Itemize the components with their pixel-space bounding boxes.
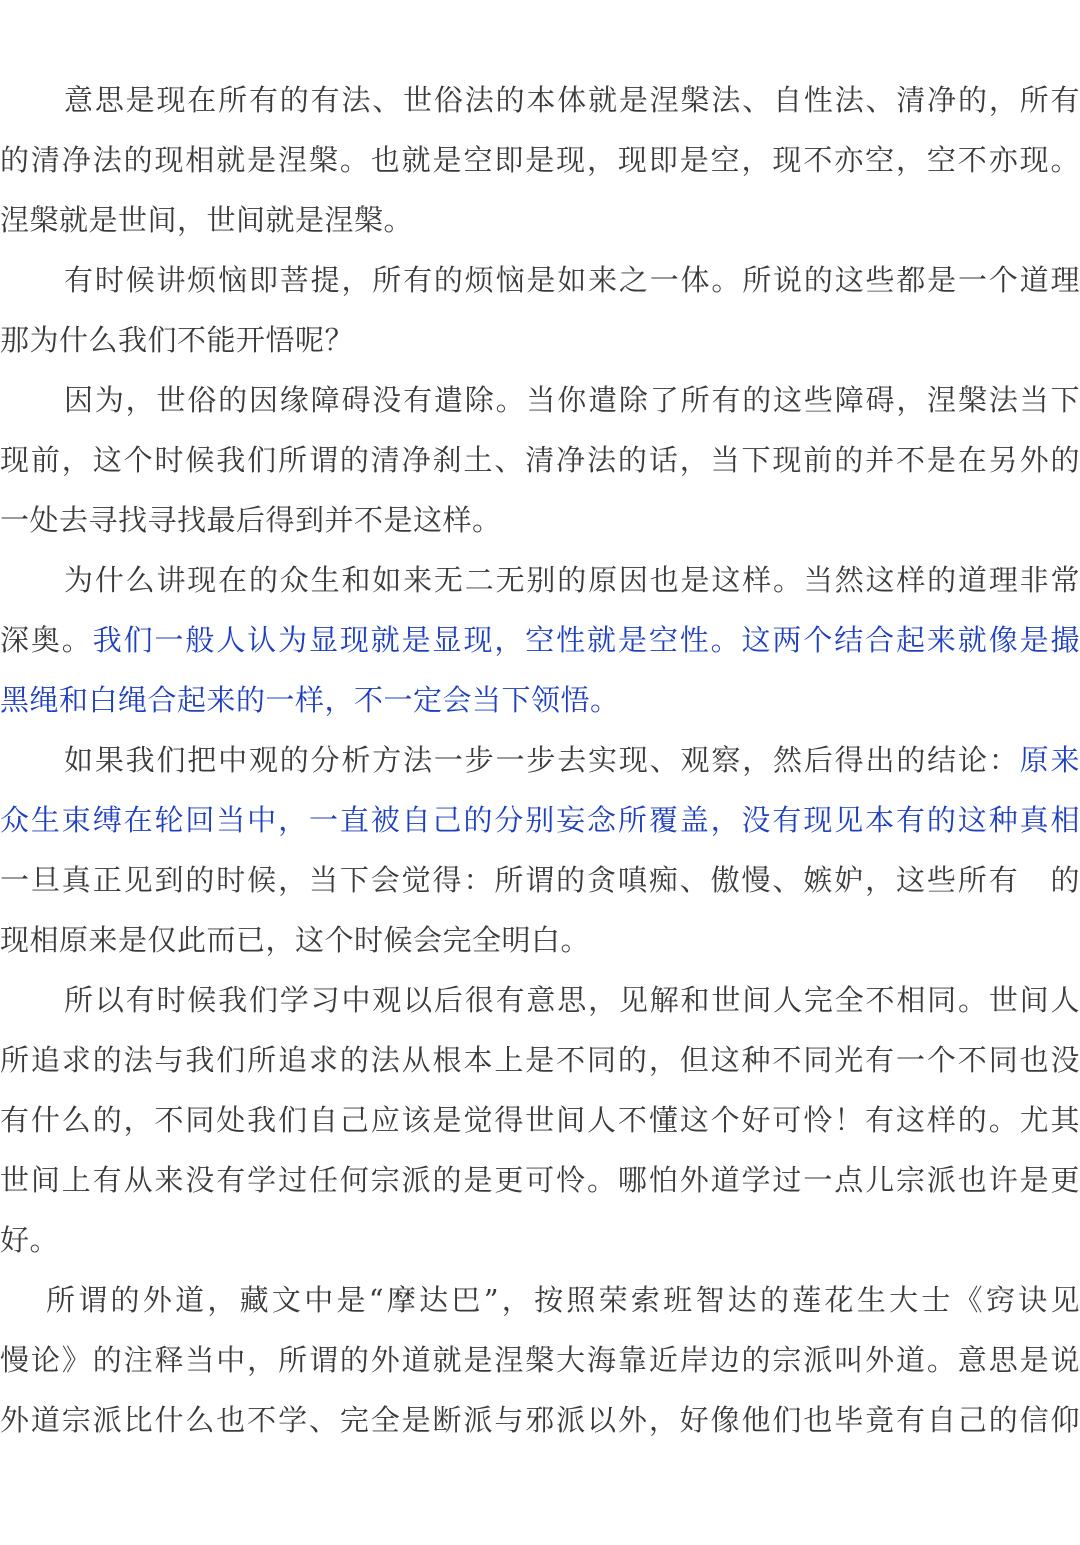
text-line bbox=[0, 550, 1080, 610]
text-line bbox=[0, 910, 1080, 970]
highlighted-text: 我们一般人认为显现就是显现，空性就是空性。这两个结合起来就像是撮 bbox=[92, 623, 1080, 657]
text-line bbox=[0, 970, 1080, 1030]
text-segment: 现前，这个时候我们所谓的清净刹土、清净法的话，当下现前的并不是在另外的 bbox=[0, 443, 1080, 477]
text-line bbox=[0, 1270, 1080, 1330]
text-segment: 那为什么我们不能开悟呢？ bbox=[0, 323, 355, 357]
text-line bbox=[0, 670, 1080, 730]
text-line bbox=[0, 1390, 1080, 1450]
text-segment: 所谓的外道，藏文中是“摩达巴”，按照荣索班智达的莲花生大士《窍诀见 bbox=[46, 1283, 1080, 1317]
text-segment: 有时候讲烦恼即菩提，所有的烦恼是如来之一体。所说的这些都是一个道理 bbox=[64, 263, 1080, 297]
text-line bbox=[0, 1030, 1080, 1090]
text-segment: 一处去寻找寻找最后得到并不是这样。 bbox=[0, 503, 502, 537]
text-line bbox=[0, 610, 1080, 670]
text-segment: 外道宗派比什么也不学、完全是断派与邪派以外，好像他们也毕竟有自己的信仰 bbox=[0, 1403, 1080, 1437]
text-line bbox=[0, 730, 1080, 790]
highlighted-text: 黑绳和白绳合起来的一样，不一定会当下领悟。 bbox=[0, 683, 620, 717]
text-line bbox=[0, 490, 1080, 550]
text-segment: 所以有时候我们学习中观以后很有意思，见解和世间人完全不相同。世间人 bbox=[64, 983, 1080, 1017]
text-segment: 所追求的法与我们所追求的法从根本上是不同的，但这种不同光有一个不同也没 bbox=[0, 1043, 1080, 1077]
text-segment: 因为，世俗的因缘障碍没有遣除。当你遣除了所有的这些障碍，涅槃法当下 bbox=[64, 383, 1080, 417]
text-line bbox=[0, 250, 1080, 310]
text-line bbox=[0, 1210, 1080, 1270]
text-segment: 一旦真正见到的时候，当下会觉得：所谓的贪嗔痴、傲慢、嫉妒，这些所有 的 bbox=[0, 863, 1080, 897]
text-segment: 好。 bbox=[0, 1223, 60, 1257]
text-line bbox=[0, 790, 1080, 850]
text-segment: 为什么讲现在的众生和如来无二无别的原因也是这样。当然这样的道理非常 bbox=[64, 563, 1080, 597]
text-segment: 深奥。 bbox=[0, 623, 93, 657]
text-segment: 世间上有从来没有学过任何宗派的是更可怜。哪怕外道学过一点儿宗派也许是更 bbox=[0, 1163, 1080, 1197]
text-line bbox=[0, 1150, 1080, 1210]
text-segment: 的清净法的现相就是涅槃。也就是空即是现，现即是空，现不亦空，空不亦现。 bbox=[0, 143, 1080, 177]
text-line bbox=[0, 1090, 1080, 1150]
text-segment: 涅槃就是世间，世间就是涅槃。 bbox=[0, 203, 414, 237]
text-line bbox=[0, 370, 1080, 430]
text-line bbox=[0, 310, 1080, 370]
text-segment: 现相原来是仅此而已，这个时候会完全明白。 bbox=[0, 923, 591, 957]
text-line bbox=[0, 130, 1080, 190]
highlighted-text: 原来 bbox=[1019, 743, 1080, 777]
text-segment: 有什么的，不同处我们自己应该是觉得世间人不懂这个好可怜！有这样的。尤其 bbox=[0, 1103, 1080, 1137]
text-line bbox=[0, 1330, 1080, 1390]
highlighted-text: 众生束缚在轮回当中，一直被自己的分别妄念所覆盖，没有现见本有的这种真相 bbox=[0, 803, 1080, 837]
text-segment: 慢论》的注释当中，所谓的外道就是涅槃大海靠近岸边的宗派叫外道。意思是说 bbox=[0, 1343, 1080, 1377]
text-segment: 意思是现在所有的有法、世俗法的本体就是涅槃法、自性法、清净的，所有 bbox=[64, 83, 1080, 117]
text-line bbox=[0, 70, 1080, 130]
text-line bbox=[0, 850, 1080, 910]
text-line bbox=[0, 190, 1080, 250]
text-line bbox=[0, 430, 1080, 490]
text-segment: 如果我们把中观的分析方法一步一步去实现、观察，然后得出的结论： bbox=[64, 743, 1020, 777]
